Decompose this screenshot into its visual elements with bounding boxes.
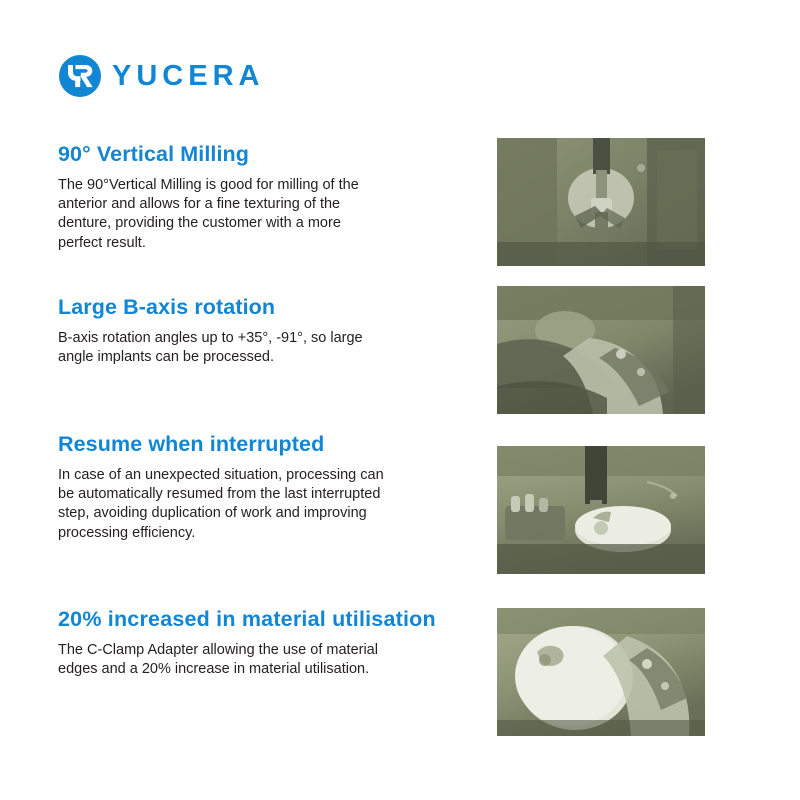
brand-name: YUCERA bbox=[112, 59, 265, 92]
feature-body: The C-Clamp Adapter allowing the use of material edges and a 20% increase in material utilisation. bbox=[58, 641, 378, 677]
feature-block-material-utilisation bbox=[58, 607, 478, 679]
feature-title: Large B-axis rotation bbox=[58, 295, 276, 319]
feature-title: 20% increased in material utilisation bbox=[58, 607, 436, 631]
feature-title: Resume when interrupted bbox=[58, 432, 325, 456]
yucera-logo-mark-icon bbox=[58, 54, 102, 98]
brand-logo bbox=[58, 54, 264, 98]
vertical-milling-photo bbox=[497, 138, 705, 266]
feature-body: The 90°Vertical Milling is good for milling of the anterior and allows for a fine texturing of the denture, providing the customer with a more perfect result. bbox=[58, 176, 359, 251]
feature-body: In case of an unexpected situation, processing can be automatically resumed from the last interrupted step, avoiding duplication of work and improving processing efficiency. bbox=[58, 466, 384, 541]
c-clamp-adapter-photo bbox=[497, 608, 705, 736]
b-axis-rotation-photo bbox=[497, 286, 705, 414]
feature-block-b-axis-rotation bbox=[58, 295, 478, 367]
feature-body: B-axis rotation angles up to +35°, -91°, so large angle implants can be processed. bbox=[58, 329, 363, 365]
resume-interrupted-photo bbox=[497, 446, 705, 574]
feature-block-vertical-milling bbox=[58, 142, 478, 253]
feature-block-resume-when-interrupted bbox=[58, 432, 478, 543]
feature-title: 90° Vertical Milling bbox=[58, 142, 250, 166]
